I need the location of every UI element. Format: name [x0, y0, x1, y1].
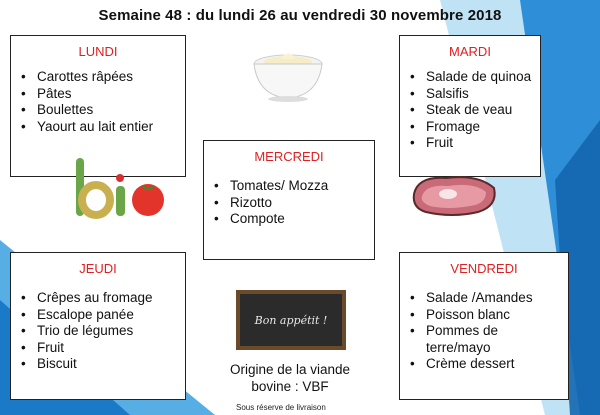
- menu-item: • Poisson blanc: [426, 307, 560, 324]
- menu-item: • Rizotto: [230, 195, 374, 212]
- menu-item: • Compote: [230, 211, 374, 228]
- bio-logo-icon: [72, 152, 172, 222]
- menu-box-vendredi: [399, 252, 569, 400]
- menu-box-mercredi: [203, 140, 375, 260]
- menu-item: • Trio de légumes: [37, 323, 185, 340]
- menu-item: • Pommes de terre/mayo: [426, 323, 560, 356]
- menu-box-mardi: [399, 35, 541, 177]
- yogurt-bowl-icon: [250, 40, 326, 102]
- menu-item: • Escalope panée: [37, 307, 185, 324]
- menu-item: • Boulettes: [37, 102, 185, 119]
- meat-origin-line-2: bovine : VBF: [251, 379, 329, 394]
- menu-item: • Steak de veau: [426, 102, 540, 119]
- menu-item: • Salade /Amandes: [426, 290, 560, 307]
- menu-list-vendredi: [400, 290, 568, 373]
- menu-item: • Biscuit: [37, 356, 185, 373]
- menu-item: • Yaourt au lait entier: [37, 119, 185, 136]
- meat-origin-note: [200, 361, 380, 395]
- day-label-lundi: LUNDI: [78, 44, 118, 59]
- menu-item: • Crêpes au fromage: [37, 290, 185, 307]
- delivery-note: Sous réserve de livraison: [236, 403, 326, 412]
- menu-list-mercredi: [204, 178, 374, 228]
- menu-item: • Salsifis: [426, 86, 540, 103]
- menu-item: • Salade de quinoa: [426, 69, 540, 86]
- day-label-mercredi: MERCREDI: [254, 149, 324, 164]
- chalkboard-text: Bon appétit !: [254, 313, 328, 327]
- menu-list-lundi: [11, 69, 185, 135]
- menu-item: • Tomates/ Mozza: [230, 178, 374, 195]
- day-label-mardi: MARDI: [449, 44, 491, 59]
- menu-item: • Carottes râpées: [37, 69, 185, 86]
- menu-item: • Pâtes: [37, 86, 185, 103]
- steak-icon: [408, 172, 500, 220]
- menu-item: • Fruit: [426, 135, 540, 152]
- menu-list-jeudi: [11, 290, 185, 373]
- menu-item: • Fromage: [426, 119, 540, 136]
- menu-item: • Crème dessert: [426, 356, 560, 373]
- menu-item: • Fruit: [37, 340, 185, 357]
- meat-origin-line-1: Origine de la viande: [229, 362, 351, 377]
- chalkboard-image: [236, 290, 346, 350]
- menu-box-jeudi: [10, 252, 186, 400]
- day-label-jeudi: JEUDI: [79, 261, 117, 276]
- page-title: Semaine 48 : du lundi 26 au vendredi 30 novembre 2018: [98, 7, 502, 24]
- day-label-vendredi: VENDREDI: [450, 261, 518, 276]
- menu-list-mardi: [400, 69, 540, 152]
